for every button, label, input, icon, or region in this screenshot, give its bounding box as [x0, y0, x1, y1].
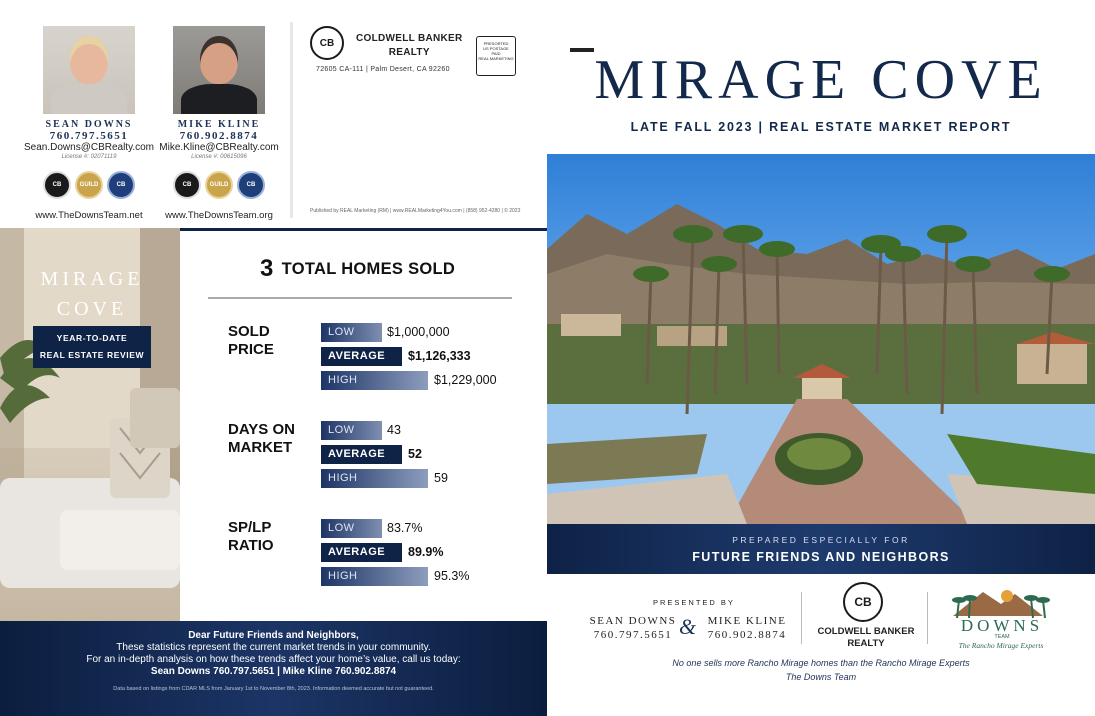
- high-value: $1,229,000: [434, 373, 497, 387]
- stat-group-label: [228, 421, 318, 457]
- data-disclaimer: Data based on listings from CDAR MLS from January 1st to November 8th, 2023. Information deemed accurate but not guaranteed.: [113, 686, 434, 692]
- living-room-photo: [0, 228, 180, 621]
- average-value: 52: [408, 447, 422, 461]
- coldwell-banker-name: [811, 626, 921, 650]
- prepared-audience: FUTURE FRIENDS AND NEIGHBORS: [692, 550, 950, 564]
- stat-label-line1: SOLD: [228, 323, 270, 340]
- agent-license: License #: 02071119: [61, 154, 117, 160]
- average-bar: AVERAGE: [321, 445, 402, 464]
- stat-label-line2: RATIO: [228, 537, 274, 554]
- presenter-sean: [589, 614, 677, 642]
- presented-by-label: PRESENTED BY: [653, 598, 735, 607]
- downs-team-logo: [943, 586, 1059, 650]
- presenter-phone: 760.902.8874: [707, 629, 787, 641]
- high-value: 59: [434, 471, 448, 485]
- total-homes-label: TOTAL HOMES SOLD: [281, 260, 456, 278]
- high-bar: HIGH: [321, 371, 428, 390]
- prepared-label: PREPARED ESPECIALLY FOR: [732, 535, 910, 545]
- publisher-note: Published by REAL Marketing (RM) | www.REALMarketing4You.com | (858) 952-4280 | © 2023: [310, 208, 521, 214]
- divider: [801, 592, 802, 644]
- postage-indicia: [476, 36, 516, 76]
- community-entrance-photo: [547, 154, 1095, 524]
- agent-email: Sean.Downs@CBRealty.com: [24, 142, 155, 153]
- prepared-banner: [547, 524, 1095, 574]
- high-value: 95.3%: [434, 569, 470, 583]
- presenter-phone: 760.797.5651: [593, 629, 673, 641]
- stat-group-label: [228, 323, 318, 359]
- low-bar: LOW: [321, 323, 382, 342]
- average-value: $1,126,333: [408, 349, 471, 363]
- stat-label-line1: SP/LP: [228, 519, 272, 536]
- agent-email: Mike.Kline@CBRealty.com: [159, 142, 279, 153]
- downs-team-label: TEAM: [994, 634, 1010, 640]
- total-homes-number: 3: [260, 255, 274, 282]
- stat-label-line2: MARKET: [228, 439, 293, 456]
- guild-badge-icon: GUILD: [75, 171, 103, 199]
- left-panel-title-line1: MIRAGE: [40, 268, 144, 290]
- brokerage-address: 72605 CA-111 | Palm Desert, CA 92260: [316, 66, 450, 73]
- cb-name-line1: COLDWELL BANKER: [817, 626, 915, 637]
- total-homes-sold: [260, 255, 455, 283]
- brokerage-name-line2: REALTY: [388, 47, 430, 58]
- letter-body-line: These statistics represent the current market trends in your community.: [116, 642, 431, 653]
- postage-line: REAL MARKETING: [478, 56, 514, 61]
- presenter-mike: [703, 614, 791, 642]
- award-badges: [24, 171, 154, 199]
- ampersand: &: [679, 614, 697, 639]
- postage-line: US POSTAGE: [483, 46, 509, 51]
- low-bar: LOW: [321, 519, 382, 538]
- agent-card-mike-kline: [154, 26, 284, 221]
- divider: [208, 297, 512, 299]
- cb-badge-icon: CB: [43, 171, 71, 199]
- high-bar: HIGH: [321, 567, 428, 586]
- page-title: MIRAGE COVE: [594, 49, 1048, 111]
- guild-badge-icon: GUILD: [205, 171, 233, 199]
- agent-website-link[interactable]: www.TheDownsTeam.net: [35, 210, 143, 221]
- tagline-line2: The Downs Team: [785, 672, 857, 682]
- divider: [927, 592, 928, 644]
- presenter-name: MIKE KLINE: [707, 615, 787, 627]
- brokerage-block: [310, 26, 540, 226]
- brokerage-name: [356, 32, 463, 60]
- presenter-name: SEAN DOWNS: [589, 615, 677, 627]
- ytd-badge-line1: YEAR-TO-DATE: [56, 333, 128, 343]
- brokerage-name-line1: COLDWELL BANKER: [356, 33, 463, 44]
- downs-wordmark: DOWNS: [960, 616, 1044, 635]
- left-panel-title: [0, 264, 180, 324]
- postage-line: PAID: [491, 51, 501, 56]
- award-badges: [154, 171, 284, 199]
- agent-license: License #: 00615096: [191, 154, 247, 160]
- letter-contact-line: Sean Downs 760.797.5651 | Mike Kline 760.902.8874: [150, 666, 397, 677]
- cb-global-badge-icon: CB: [107, 171, 135, 199]
- agents-section: [0, 0, 290, 228]
- low-value: 83.7%: [387, 521, 423, 535]
- divider: [290, 22, 293, 218]
- page-subtitle: LATE FALL 2023 | REAL ESTATE MARKET REPORT: [630, 120, 1012, 134]
- left-panel-title-line2: COVE: [56, 298, 128, 320]
- cb-global-badge-icon: CB: [237, 171, 265, 199]
- ytd-review-badge: [33, 326, 151, 368]
- average-bar: AVERAGE: [321, 543, 402, 562]
- letter-body-line: For an in-depth analysis on how these trends affect your home’s value, call us today:: [86, 654, 461, 665]
- tagline-line1: No one sells more Rancho Mirage homes than the Rancho Mirage Experts: [672, 658, 970, 668]
- high-bar: HIGH: [321, 469, 428, 488]
- agent-website-link[interactable]: www.TheDownsTeam.org: [165, 210, 273, 221]
- ytd-badge-line2: REAL ESTATE REVIEW: [39, 350, 145, 360]
- market-stats: [180, 231, 547, 621]
- agent-photo: [43, 26, 135, 114]
- cb-name-line2: REALTY: [847, 638, 885, 649]
- agent-name: MIKE KLINE: [177, 119, 261, 130]
- palm-mountain-icon: [943, 586, 1059, 620]
- average-bar: AVERAGE: [321, 347, 402, 366]
- postage-line: PRESORTED: [483, 41, 509, 46]
- downs-tagline: The Rancho Mirage Experts: [958, 641, 1044, 650]
- agent-card-sean-downs: [24, 26, 154, 221]
- coldwell-banker-global-logo-icon: CB: [843, 582, 883, 622]
- letter-greeting: Dear Future Friends and Neighbors,: [188, 630, 359, 641]
- average-value: 89.9%: [408, 545, 444, 559]
- low-value: 43: [387, 423, 401, 437]
- stat-label-line1: DAYS ON: [228, 421, 295, 438]
- agent-phone: 760.797.5651: [49, 130, 129, 142]
- stat-group-label: [228, 519, 318, 555]
- letter-footer: [0, 621, 547, 716]
- agent-phone: 760.902.8874: [179, 130, 259, 142]
- presented-by-section: [547, 580, 1095, 716]
- low-value: $1,000,000: [387, 325, 450, 339]
- stat-label-line2: PRICE: [228, 341, 274, 358]
- cb-badge-icon: CB: [173, 171, 201, 199]
- agent-name: SEAN DOWNS: [45, 119, 133, 130]
- coldwell-banker-logo-icon: CB: [310, 26, 344, 60]
- low-bar: LOW: [321, 421, 382, 440]
- closing-tagline: [547, 656, 1095, 684]
- agent-photo: [173, 26, 265, 114]
